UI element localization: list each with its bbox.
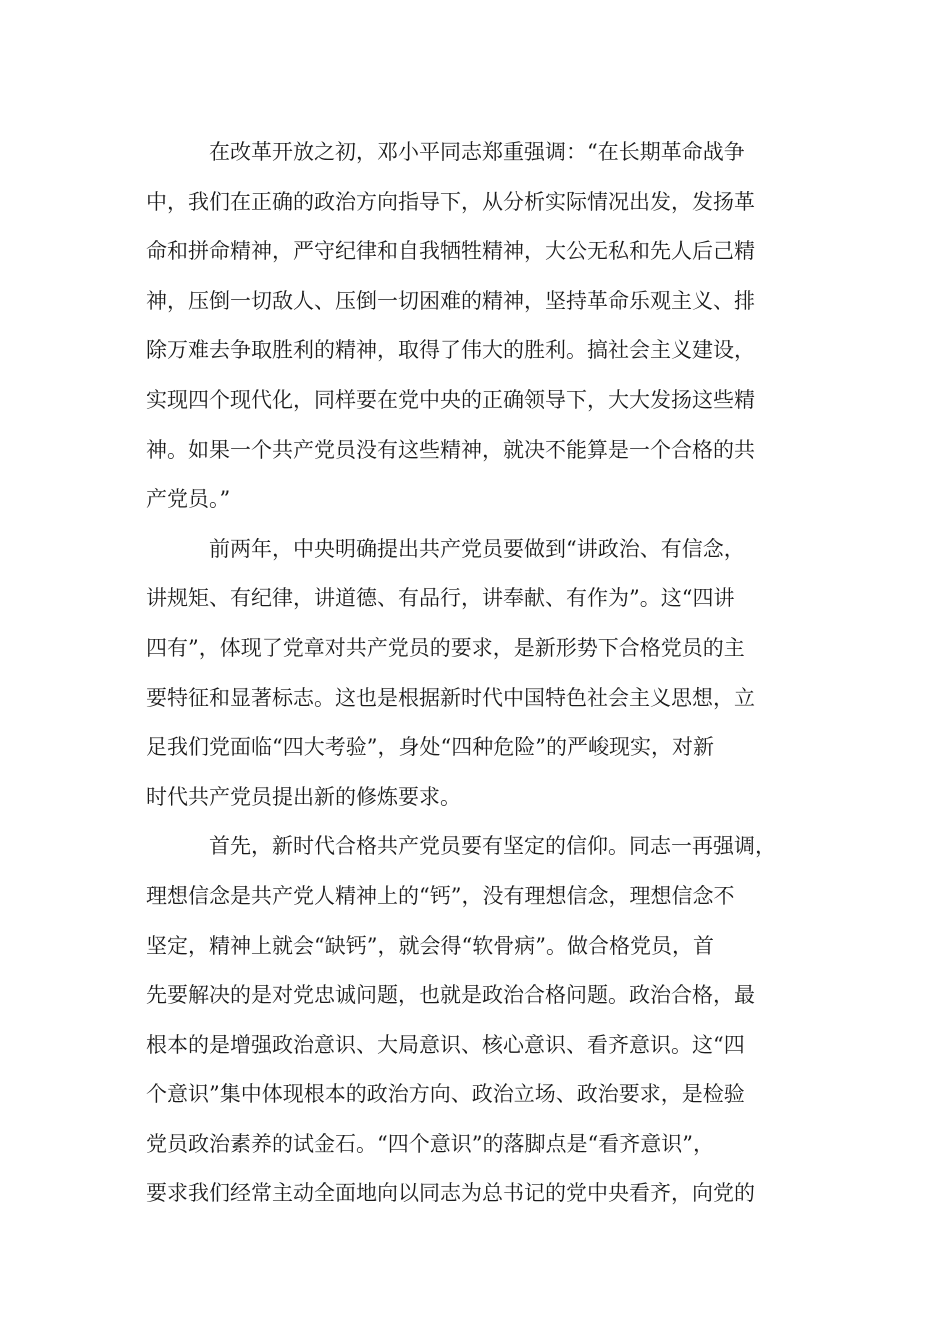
text-line: 首先，新时代合格共产党员要有坚定的信仰。同志一再强调， bbox=[146, 834, 776, 859]
text-line: 坚定，精神上就会“缺钙”，就会得“软骨病”。做合格党员，首 bbox=[146, 933, 714, 958]
text-line: 神。如果一个共产党员没有这些精神，就决不能算是一个合格的共 bbox=[146, 437, 755, 462]
text-line: 前两年，中央明确提出共产党员要做到“讲政治、有信念， bbox=[146, 536, 745, 561]
text-line: 产党员。” bbox=[146, 487, 231, 512]
text-line: 理想信念是共产党人精神上的“钙”，没有理想信念，理想信念不 bbox=[146, 883, 735, 908]
paragraph-firm-belief bbox=[146, 822, 820, 1219]
text-line: 讲规矩、有纪律，讲道德、有品行，讲奉献、有作为”。这“四讲 bbox=[146, 586, 735, 611]
text-line: 实现四个现代化，同样要在党中央的正确领导下，大大发扬这些精 bbox=[146, 387, 755, 412]
paragraph-four-jiang-four-you bbox=[146, 525, 820, 823]
text-line: 时代共产党员提出新的修炼要求。 bbox=[146, 784, 461, 809]
text-line: 中，我们在正确的政治方向指导下，从分析实际情况出发，发扬革 bbox=[146, 189, 755, 214]
text-line: 要特征和显著标志。这也是根据新时代中国特色社会主义思想，立 bbox=[146, 685, 755, 710]
text-line: 要求我们经常主动全面地向以同志为总书记的党中央看齐，向党的 bbox=[146, 1181, 755, 1206]
text-line: 神，压倒一切敌人、压倒一切困难的精神，坚持革命乐观主义、排 bbox=[146, 288, 755, 313]
document-body bbox=[146, 128, 820, 1219]
text-line: 先要解决的是对党忠诚问题，也就是政治合格问题。政治合格，最 bbox=[146, 983, 755, 1008]
text-line: 足我们党面临“四大考验”，身处“四种危险”的严峻现实，对新 bbox=[146, 735, 714, 760]
text-line: 在改革开放之初，邓小平同志郑重强调：“在长期革命战争 bbox=[146, 140, 745, 164]
text-line: 命和拼命精神，严守纪律和自我牺牲精神，大公无私和先人后己精 bbox=[146, 239, 755, 264]
text-line: 党员政治素养的试金石。“四个意识”的落脚点是“看齐意识”， bbox=[146, 1131, 714, 1156]
text-line: 个意识”集中体现根本的政治方向、政治立场、政治要求，是检验 bbox=[146, 1082, 745, 1107]
text-line: 除万难去争取胜利的精神，取得了伟大的胜利。搞社会主义建设， bbox=[146, 338, 755, 363]
paragraph-deng-xiaoping-quote bbox=[146, 128, 820, 525]
text-line: 四有”，体现了党章对共产党员的要求，是新形势下合格党员的主 bbox=[146, 635, 745, 660]
text-line: 根本的是增强政治意识、大局意识、核心意识、看齐意识。这“四 bbox=[146, 1032, 745, 1057]
